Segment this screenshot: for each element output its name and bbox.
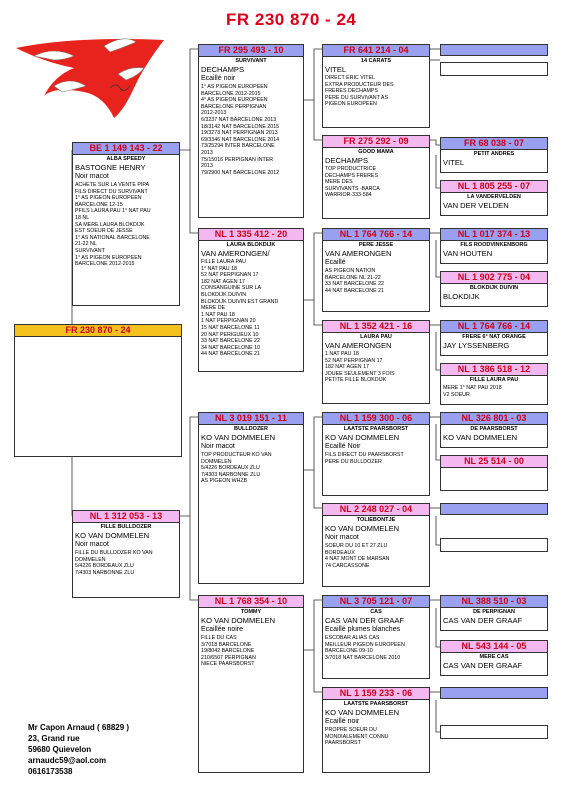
g4-name-3: PETIT ANDRES [473,151,515,157]
ddd-colour: Ecaillé noir [325,718,360,725]
g4-box-2 [440,62,548,76]
ddd-ring: NL 1 159 233 - 06 [323,688,429,700]
g4-box-13 [440,595,548,631]
g4-ring-14: NL 543 144 - 05 [441,641,547,653]
sds-card [322,228,430,312]
sire-dam-info: FILLE LAURA PAU 1° NAT PAU 18 52 NAT PERPIGNAN 17 182 NAT AGEN 17 CONSANGUINE SUR LA BLOKDIJK DUIVIN BLOKDIJK DUIVIN EST GRAND MERE DE 1 NAT PAU 18 1 NAT PERPIGNAN 20 15 NAT BARCELONE 11 20 NAT PERIGUEUX 10 33 NAT BARCELONE 22 34 NAT BARCELONE 10 44 NAT BARCELONE 21 [201,259,279,358]
pedigree-title: FR 230 870 - 24 [226,10,357,29]
dds-info: ESCOBAR ALIAS CAS MEILLEUR PIGEON EUROPEEN BARCELONE 09-10 3/7018 NAT BARCELONE 2010 [325,635,405,661]
dsd-name: TOLIEBONTJE [356,517,396,523]
dsd-card [322,503,430,587]
g4-name-4: LA VANDERVELDEN [467,194,521,200]
g4-box-3 [440,137,548,173]
g4-name-9: DE PAARSBORST [470,426,518,432]
g4-ring-13: NL 388 510 - 03 [441,596,547,608]
dss-owner: KO VAN DOMMELEN [325,433,400,442]
g4-name-7: FRERE 6° NAT ORANGE [462,334,526,340]
sds-ring: NL 1 764 766 - 14 [323,229,429,241]
dam-sire-name: BULLDOZER [234,426,268,432]
g4-box-15 [440,687,548,699]
dam-sire-card [198,412,304,584]
ddd-info: PROPRE SOEUR DU MONDIALEMENT CONNU PAARSBORST [325,727,389,747]
g4-box-12 [440,538,548,552]
dam-dam-colour: Ecaillée noire [201,626,244,633]
g4-name-14: MERE CAS [479,654,509,660]
breeder-email: arnaudc59@aol.com [28,756,107,765]
sire-dam-owner: VAN AMERONGEN/ [201,249,270,258]
dss-ring: NL 1 159 300 - 06 [323,413,429,425]
g4-box-11 [440,503,548,515]
g4-box-5 [440,228,548,264]
g4-box-9 [440,412,548,448]
dam-name: FILLE BULLDOZER [100,524,152,530]
ddd-name: LAATSTE PAARSBORST [343,701,409,707]
sire-dam-name: LAURA BLOKDIJK [226,242,276,248]
g4-ring-9: NL 326 801 - 03 [441,413,547,425]
breeder-name: Mr Capon Arnaud ( 68829 ) [28,723,130,732]
g4-box-8 [440,363,548,405]
dss-info: FILS DIRECT DU PAARSBORST PERE DU BULLDOZER [325,452,404,465]
dds-owner: CAS VAN DER GRAAF [325,616,405,625]
breeder-phone: 0616173538 [28,767,73,776]
sdd-card [322,320,430,404]
dds-name: CAS [370,609,382,615]
sire-sire-colour: Ecaillé noir [201,75,236,82]
g4-box-6 [440,271,548,307]
g4-name-8: FILLE LAURA PAU [469,377,519,383]
g4-owner-6: BLOKDIJK [443,292,480,301]
ssd-info: TOP PRODUCTRICE DECHAMPS FRERES MERE DES SURVIVANTS -BARCA WARRIOR-333-584 [325,166,380,199]
sire-sire-ring: FR 295 493 - 10 [199,45,303,57]
dss-name: LAATSTE PAARSBORST [343,426,409,432]
g4-box-1 [440,44,548,56]
g4-name-13: DE PERPIGNAN [473,609,515,615]
dam-dam-info: FILLE DU CAS 3/7018 BARCELONE 19/8042 BARCELONE 210/6507 PERPIGNAN NIECE PAARSBORST [201,635,256,668]
g4-name-6: BLOKDIJK DUIVIN [469,285,519,291]
dss-card [322,412,430,496]
sss-owner: VITEL [325,65,347,74]
g4-box-14 [440,640,548,676]
sds-colour: Ecaillé [325,259,346,266]
dam-sire-owner: KO VAN DOMMELEN [201,433,276,442]
sds-info: AS PIGEON NATION BARCELONE NL 21-22 33 NAT BARCELONE 22 44 NAT BARCELONE 21 [325,268,384,294]
sire-owner: BASTOGNE HENRY [75,163,146,172]
sire-name: ALBA SPEEDY [106,156,146,162]
g4-box-4 [440,180,548,216]
g4-ring-5: NL 1 017 374 - 13 [441,229,547,241]
g4-ring-3: FR 68 038 - 07 [441,138,547,150]
g4-box-7 [440,320,548,356]
g4-ring-7: NL 1 764 766 - 14 [441,321,547,333]
dam-ring: NL 1 312 053 - 13 [73,511,179,523]
dam-dam-ring: NL 1 768 354 - 10 [199,596,303,608]
dam-dam-name: TOMMY [240,609,262,615]
ssd-ring: FR 275 292 - 09 [323,136,429,148]
g4-ring-4: NL 1 805 255 - 07 [441,181,547,193]
dsd-owner: KO VAN DOMMELEN [325,524,400,533]
ddd-owner: KO VAN DOMMELEN [325,708,400,717]
dam-card [72,510,180,598]
g4-owner-7: JAY LYSSENBERG [443,341,510,350]
ssd-owner: DECHAMPS [325,156,369,165]
dam-owner: KO VAN DOMMELEN [75,531,150,540]
g4-ring-6: NL 1 902 775 - 04 [441,272,547,284]
breeder-contact [28,722,129,777]
g4-name-5: FILS ROODVINKENBORG [460,242,528,248]
dsd-colour: Noir macot [325,534,359,541]
sdd-ring: NL 1 352 421 - 16 [323,321,429,333]
sss-ring: FR 641 214 - 04 [323,45,429,57]
dsd-info: SOEUR DU 10 ET 27 ZLU BORDEAUX 4 NAT MONT DE MARSAN 74 CARCASSONE [325,543,390,569]
sds-name: PERE JESSE [358,242,394,248]
sire-sire-name: SURVIVANT [235,58,267,64]
dam-sire-info: TOP PRODUCTEUR KO VAN DOMMELEN 5/4226 BORDEAUX ZLU 7/4303 NARBONNE ZLU AS PIGEON WHZB [201,452,272,485]
sss-card [322,44,430,128]
sdd-owner: VAN AMERONGEN [325,341,392,350]
g4-box-16 [440,725,548,739]
g4-ring-8: NL 1 386 518 - 12 [441,364,547,376]
dss-colour: Ecaillé Noir [325,443,361,450]
breeder-city: 59680 Quievelon [28,745,92,754]
dam-dam-card [198,595,304,773]
sire-sire-info: 1° AS PIGEON EUROPEEN BARCELONE 2012-2015 4° AS PIGEON EUROPEEN BARCELONE PERPIGNAN 2012-2013 6/3237 NAT BARCELONE 2013 18/3142 NAT BARCELONE 2015 19/3273 NAT PERPIGNAN 2013 69/3346 NAT BARCELONE 2014 73/25294 INTER BARCELONE 2013 75/15016 PERPIGNAN INTER 2013 79/2900 NAT BARCELONE 2012 [201,84,280,176]
sire-card [72,142,180,306]
dds-colour: Ecaillé plumes blanches [325,626,401,633]
g4-box-10 [440,455,548,491]
dsd-ring: NL 2 248 027 - 04 [323,504,429,516]
sdd-info: 1 NAT PAU 18 52 NAT PERPIGNAN 17 182 NAT AGEN 17 JOUEE SEULEMENT 3 FOIS PETITE FILLE BLOKDIJK [325,351,395,384]
sire-ring: BE 1 149 143 - 22 [73,143,179,155]
g4-owner-14: CAS VAN DER GRAAF [443,661,523,670]
sss-name: 14 CARATS [360,58,392,64]
sss-info: DIRECT ERIC VITEL EXTRA PRODUCTEUR DES FRERES DECHAMPS PERE DU SURVIVANT AS PIGEON EUROPEEN [325,75,394,108]
g4-owner-4: VAN DER VELDEN [443,201,509,210]
g4-owner-13: CAS VAN DER GRAAF [443,616,523,625]
sire-info: ACHETE SUR LA VENTE PIPA FILS DIRECT DU SURVIVANT 1° AS PIGEON EUROPEEN BARCELONE 12-15 PFILS LAURA PAU 1° NAT PAU 18 NL SA MERE LAURA BLOKDIJK EST SOEUR DE JESSE 1° AS NATIONAL BARCELONE 21-22 NL SURVIVANT 1° AS PIGEON EUROPEEN BARCELONE 2012-2015 [75,182,151,268]
breeder-street: 23, Grand rue [28,734,80,743]
sds-owner: VAN AMERONGEN [325,249,392,258]
ddd-card [322,687,430,773]
sire-sire-owner: DECHAMPS [201,65,245,74]
g4-owner-5: VAN HOUTEN [443,249,493,258]
breeder-logo [14,26,176,120]
sire-sire-card [198,44,304,218]
ssd-name: GOOD MAMA [358,149,394,155]
sire-colour: Noir macot [75,173,109,180]
sire-dam-card [198,228,304,372]
g4-info-8: MERE 1° NAT PAU 2018 V2 SOEUR [443,385,502,398]
dam-sire-colour: Noir macot [201,443,235,450]
subject-card [14,324,182,457]
sdd-name: LAURA PAU [360,334,392,340]
dds-ring: NL 3 705 121 - 07 [323,596,429,608]
dds-card [322,595,430,679]
dam-sire-ring: NL 3 019 151 - 11 [199,413,303,425]
dam-info: FILLE DU BULLDOZER KO VAN DOMMELEN 5/4226 BORDEAUX ZLU 7/4303 NARBONNE ZLU [75,550,153,576]
ssd-card [322,135,430,219]
g4-owner-3: VITEL [443,158,465,167]
sire-dam-ring: NL 1 335 412 - 20 [199,229,303,241]
dam-dam-owner: KO VAN DOMMELEN [201,616,276,625]
g4-ring-10: NL 25 514 - 00 [441,456,547,468]
g4-owner-9: KO VAN DOMMELEN [443,433,518,442]
subject-ring: FR 230 870 - 24 [15,325,181,337]
dam-colour: Noir macot [75,541,109,548]
